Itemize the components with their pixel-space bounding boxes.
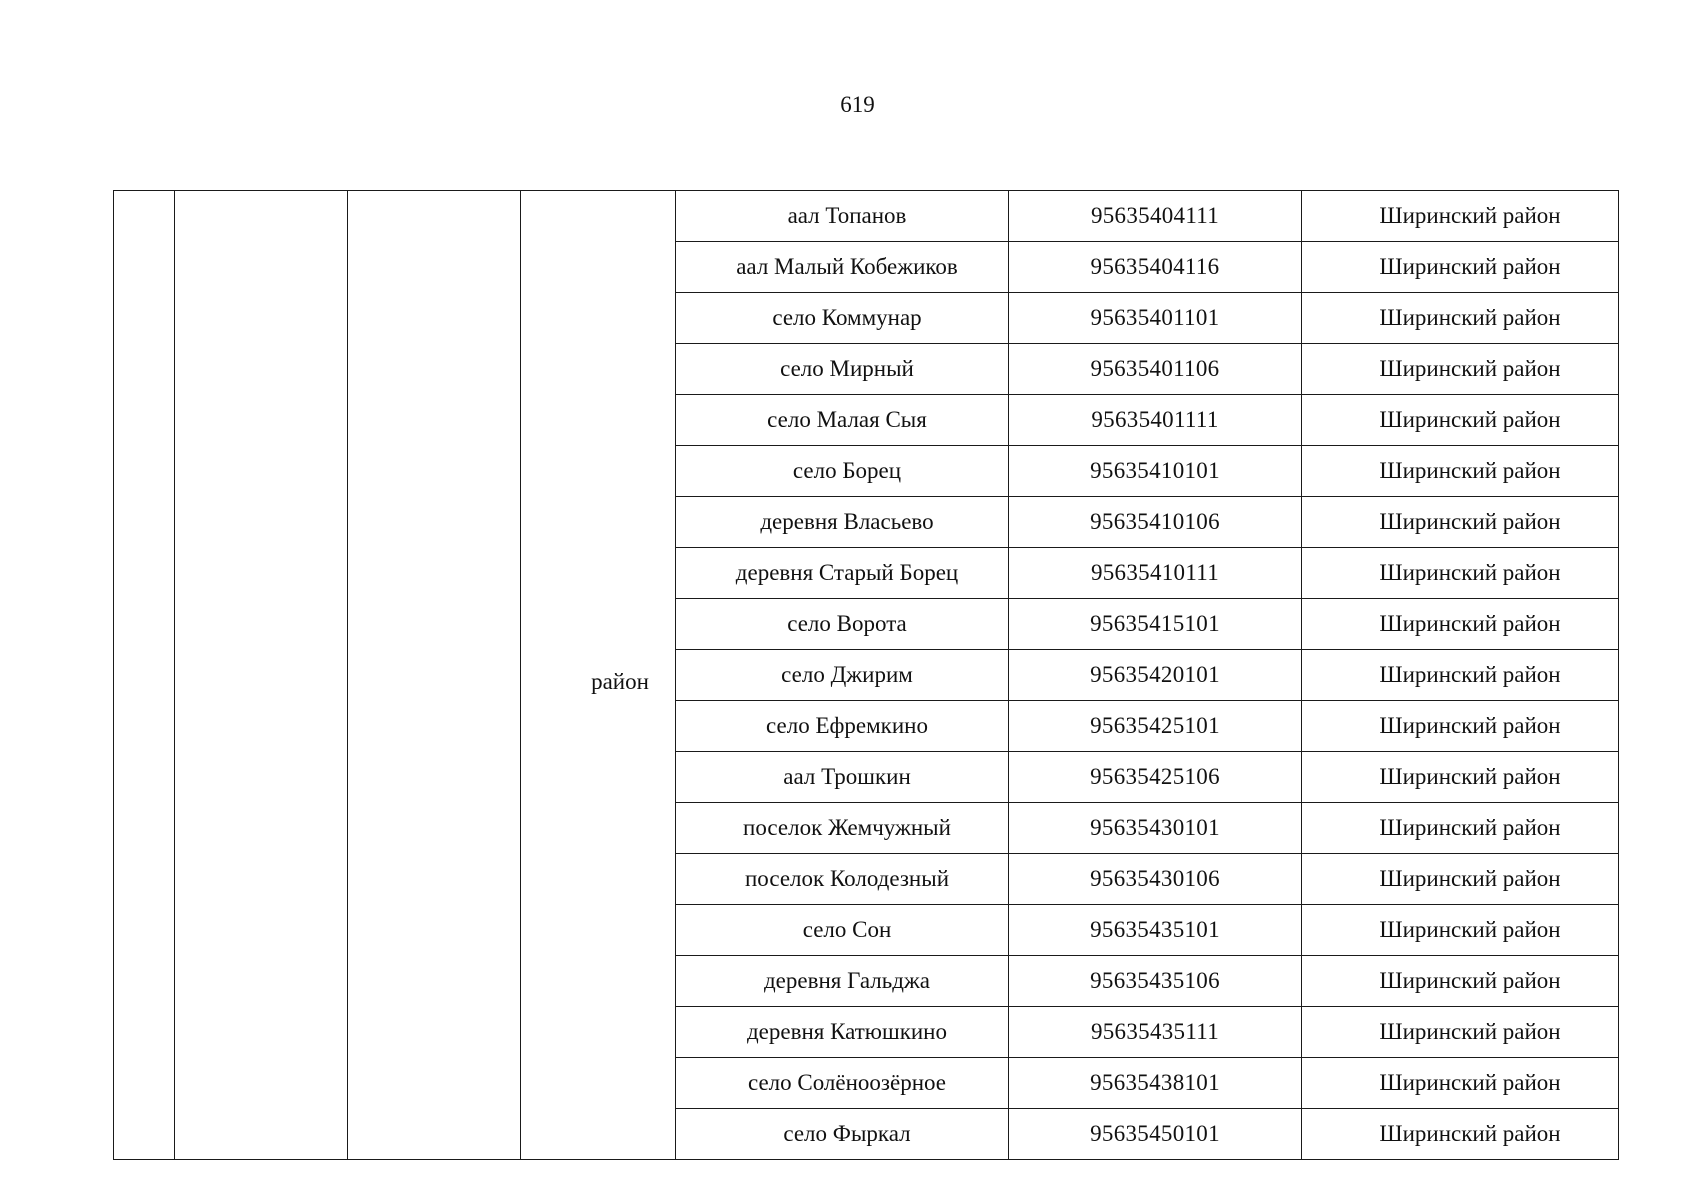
- oktmo-code-cell: 95635410106: [1009, 497, 1302, 548]
- district-name-cell: Ширинский район: [1302, 242, 1619, 293]
- settlement-name-cell: аал Топанов: [676, 191, 1009, 242]
- settlement-name-cell: село Ворота: [676, 599, 1009, 650]
- settlement-name-cell: село Мирный: [676, 344, 1009, 395]
- oktmo-code-cell: 95635420101: [1009, 650, 1302, 701]
- empty-column-cell-1: [114, 191, 175, 1160]
- settlement-name-cell: село Сон: [676, 905, 1009, 956]
- settlement-name-cell: село Коммунар: [676, 293, 1009, 344]
- district-name-cell: Ширинский район: [1302, 548, 1619, 599]
- district-name-cell: Ширинский район: [1302, 293, 1619, 344]
- table-body: [114, 191, 1619, 1160]
- settlement-name-cell: село Фыркал: [676, 1109, 1009, 1160]
- oktmo-code-cell: 95635435101: [1009, 905, 1302, 956]
- settlement-name-cell: деревня Власьево: [676, 497, 1009, 548]
- oktmo-code-cell: 95635430106: [1009, 854, 1302, 905]
- table-row: [114, 191, 1619, 242]
- oktmo-code-cell: 95635430101: [1009, 803, 1302, 854]
- oktmo-code-cell: 95635435111: [1009, 1007, 1302, 1058]
- page-number: 619: [840, 92, 875, 117]
- settlement-name-cell: село Джирим: [676, 650, 1009, 701]
- oktmo-code-cell: 95635410101: [1009, 446, 1302, 497]
- district-name-cell: Ширинский район: [1302, 1058, 1619, 1109]
- oktmo-code-cell: 95635425106: [1009, 752, 1302, 803]
- oktmo-code-cell: 95635425101: [1009, 701, 1302, 752]
- district-name-cell: Ширинский район: [1302, 905, 1619, 956]
- district-name-cell: Ширинский район: [1302, 446, 1619, 497]
- empty-column-cell-2: [175, 191, 348, 1160]
- oktmo-code-cell: 95635401111: [1009, 395, 1302, 446]
- oktmo-code-cell: 95635450101: [1009, 1109, 1302, 1160]
- district-name-cell: Ширинский район: [1302, 701, 1619, 752]
- settlement-name-cell: село Солёноозёрное: [676, 1058, 1009, 1109]
- district-name-cell: Ширинский район: [1302, 854, 1619, 905]
- municipality-type-label: район: [591, 668, 649, 694]
- district-name-cell: Ширинский район: [1302, 1007, 1619, 1058]
- settlement-name-cell: деревня Гальджа: [676, 956, 1009, 1007]
- district-name-cell: Ширинский район: [1302, 650, 1619, 701]
- district-name-cell: Ширинский район: [1302, 956, 1619, 1007]
- district-name-cell: Ширинский район: [1302, 803, 1619, 854]
- district-name-cell: Ширинский район: [1302, 752, 1619, 803]
- district-name-cell: Ширинский район: [1302, 1109, 1619, 1160]
- settlement-name-cell: село Малая Сыя: [676, 395, 1009, 446]
- settlement-name-cell: село Ефремкино: [676, 701, 1009, 752]
- oktmo-code-cell: 95635404116: [1009, 242, 1302, 293]
- district-name-cell: Ширинский район: [1302, 497, 1619, 548]
- oktmo-code-cell: 95635404111: [1009, 191, 1302, 242]
- municipality-type-cell: [521, 191, 676, 1160]
- settlement-name-cell: аал Малый Кобежиков: [676, 242, 1009, 293]
- empty-column-cell-3: [348, 191, 521, 1160]
- oktmo-code-cell: 95635410111: [1009, 548, 1302, 599]
- settlements-table: [113, 190, 1619, 1160]
- district-name-cell: Ширинский район: [1302, 344, 1619, 395]
- oktmo-code-cell: 95635401106: [1009, 344, 1302, 395]
- district-name-cell: Ширинский район: [1302, 395, 1619, 446]
- settlement-name-cell: село Борец: [676, 446, 1009, 497]
- oktmo-code-cell: 95635435106: [1009, 956, 1302, 1007]
- district-name-cell: Ширинский район: [1302, 191, 1619, 242]
- settlement-name-cell: деревня Катюшкино: [676, 1007, 1009, 1058]
- settlement-name-cell: поселок Колодезный: [676, 854, 1009, 905]
- oktmo-code-cell: 95635401101: [1009, 293, 1302, 344]
- settlement-name-cell: поселок Жемчужный: [676, 803, 1009, 854]
- oktmo-code-cell: 95635438101: [1009, 1058, 1302, 1109]
- oktmo-code-cell: 95635415101: [1009, 599, 1302, 650]
- settlement-name-cell: аал Трошкин: [676, 752, 1009, 803]
- district-name-cell: Ширинский район: [1302, 599, 1619, 650]
- settlement-name-cell: деревня Старый Борец: [676, 548, 1009, 599]
